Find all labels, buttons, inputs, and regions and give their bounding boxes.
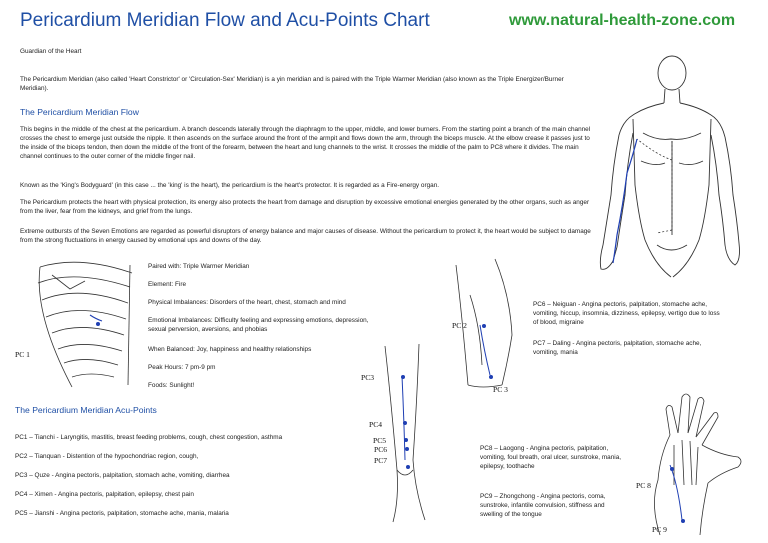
flow-paragraph-4: Extreme outbursts of the Seven Emotions are regarded as powerful disruptors of energy balance and major causes of disease. Without the pericardium to protect it, the heart would be subject to damage from the strong fluctuations in energy caused by emotional ups and downs of the day.: [20, 228, 591, 244]
acupoints-heading: The Pericardium Meridian Acu-Points: [15, 405, 157, 415]
website-link[interactable]: www.natural-health-zone.com: [509, 12, 736, 29]
label-pc8: PC 8: [636, 481, 651, 490]
property-foods: Foods: Sunlight!: [148, 382, 195, 389]
label-pc3-arm: PC 3: [493, 385, 508, 394]
flow-paragraph-3: The Pericardium protects the heart with physical protection, its energy also protects the heart from damage and disruption by excessive emotional energies generated by the other organs, such as anger from the liver, fear from the kidneys, and grief from the lungs.: [20, 199, 590, 215]
label-pc5: PC5: [373, 436, 387, 445]
hand-illustration: [630, 385, 760, 540]
acupoint-pc2: PC2 – Tianquan - Distention of the hypochondriac region, cough,: [15, 453, 199, 460]
label-pc6: PC6: [374, 445, 388, 454]
label-pc4: PC4: [369, 420, 383, 429]
acupoint-pc3: PC3 – Quze - Angina pectoris, palpitation, stomach ache, vomiting, diarrhea: [15, 472, 230, 479]
label-pc7: PC7: [374, 456, 388, 465]
pc3-point: [401, 375, 405, 379]
flow-paragraph-1: This begins in the middle of the chest at the pericardium. A branch descends laterally through the diaphragm to the upper, middle, and lower burners. From the starting point a branch of the main channel crosses the chest to emerge just outside the nipple. It then ascends on the surface around the front of the armpit and flows down the arm, through the biceps muscle. At the elbow crease it passes just to the inside of the biceps tendon, then down the middle of the front of the forearm, between the heart and lung channels to the wrist. It crosses the middle of the palm to PC8 where it divides. The main channel continues to the outer corner of the middle finger nail.: [20, 126, 591, 160]
pc9-point: [681, 519, 685, 523]
pc3-arm-point: [489, 375, 493, 379]
label-pc2: PC 2: [452, 321, 467, 330]
page-title: Pericardium Meridian Flow and Acu-Points Chart: [20, 10, 430, 31]
acupoint-pc1: PC1 – Tianchi - Laryngitis, mastitis, breast feeding problems, cough, chest congestion, asthma: [15, 434, 283, 441]
property-peak-hours: Peak Hours: 7 pm-9 pm: [148, 364, 216, 371]
pc6-point: [405, 447, 409, 451]
body-figure-illustration: [575, 55, 765, 295]
acupoint-pc5: PC5 – Jianshi - Angina pectoris, palpitation, stomache ache, mania, malaria: [15, 510, 229, 517]
property-element: Element: Fire: [148, 281, 187, 288]
ribcage-illustration: [30, 255, 145, 395]
pc8-point: [670, 467, 674, 471]
pc1-point: [96, 322, 100, 326]
forearm-illustration: [375, 340, 445, 525]
intro-paragraph: The Pericardium Meridian (also called 'Heart Constrictor' or 'Circulation-Sex' Meridian) is a yin meridian and is paired with the Triple Warmer Meridian (also known as the Triple Energizer/Burner Meridian).: [20, 76, 564, 92]
property-paired: Paired with: Triple Warmer Meridian: [148, 263, 250, 270]
acupoint-pc8: PC8 – Laogong - Angina pectoris, palpitation, vomiting, foul breath, oral ulcer, sunstroke, mania, epilepsy, toothache: [480, 445, 622, 470]
property-balanced: When Balanced: Joy, happiness and healthy relationships: [148, 346, 312, 353]
flow-paragraph-2: Known as the 'King's Bodyguard' (in this case ... the 'king' is the heart), the pericardium is the heart's protector. It is regarded as a Fire-energy organ.: [20, 182, 440, 189]
acupoint-pc7: PC7 – Daling - Angina pectoris, palpitation, stomache ache, vomiting, mania: [533, 340, 702, 356]
pc5-point: [404, 438, 408, 442]
pc2-point: [482, 324, 486, 328]
property-physical: Physical Imbalances: Disorders of the heart, chest, stomach and mind: [148, 299, 346, 306]
pc7-point: [406, 465, 410, 469]
acupoint-pc6: PC6 – Neiguan - Angina pectoris, palpitation, stomache ache, vomiting, hiccup, insomnia, dizziness, epilepsy, vertigo due to loss of blood, migraine: [533, 301, 720, 326]
flow-heading: The Pericardium Meridian Flow: [20, 107, 139, 117]
property-emotional: Emotional Imbalances: Difficulty feeling and expressing emotions, depression, sexual perversion, aversions, and phobias: [148, 317, 369, 333]
label-pc1: PC 1: [15, 350, 30, 359]
label-pc9: PC 9: [652, 525, 667, 534]
subtitle: Guardian of the Heart: [20, 48, 82, 55]
label-pc3: PC3: [361, 373, 375, 382]
acupoint-pc9: PC9 – Zhongchong - Angina pectoris, coma, sunstroke, infantile convulsion, stiffness and swelling of the tongue: [480, 493, 606, 518]
acupoint-pc4: PC4 – Ximen - Angina pectoris, palpitation, epilepsy, chest pain: [15, 491, 194, 498]
pc4-point: [403, 421, 407, 425]
